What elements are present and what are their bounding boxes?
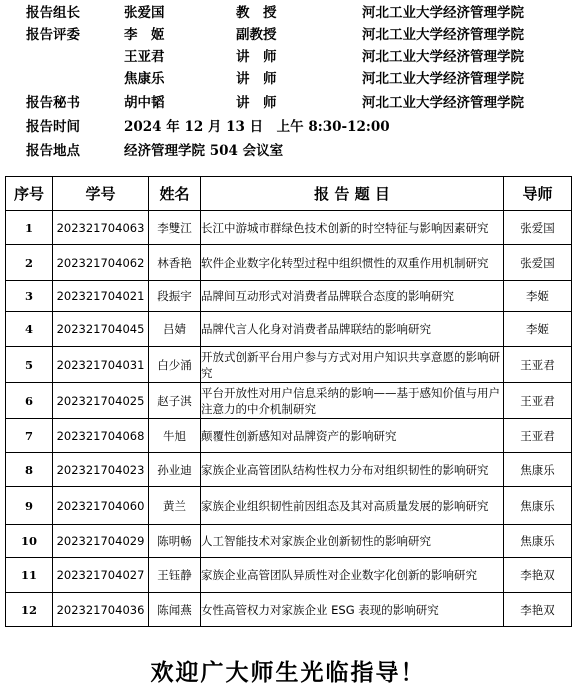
header-name: 姓名	[149, 177, 201, 211]
table-row	[6, 453, 572, 487]
report-topic: 家族企业高管团队结构性权力分布对组织韧性的影响研究	[201, 453, 504, 487]
leader-label: 报告组长	[26, 5, 80, 21]
report-topic: 长江中游城市群绿色技术创新的时空特征与影响因素研究	[201, 211, 504, 245]
student-name: 黄兰	[149, 487, 201, 525]
time-label: 报告时间	[26, 119, 80, 135]
report-schedule-table	[5, 176, 572, 627]
tutor-name: 李艳双	[504, 558, 572, 593]
student-name: 牛旭	[149, 419, 201, 453]
leader-title: 教 授	[236, 5, 277, 21]
student-name: 段振宇	[149, 281, 201, 312]
secretary-name: 胡中韬	[124, 95, 165, 111]
student-name: 孙业迪	[149, 453, 201, 487]
tutor-name: 焦康乐	[504, 453, 572, 487]
place-row	[0, 140, 576, 162]
leader-org: 河北工业大学经济管理学院	[362, 5, 524, 21]
tutor-name: 李姬	[504, 312, 572, 347]
judge-name: 焦康乐	[124, 71, 165, 87]
header-id: 学号	[53, 177, 149, 211]
row-number: 10	[6, 525, 53, 558]
header-tutor: 导师	[504, 177, 572, 211]
tutor-name: 王亚君	[504, 347, 572, 383]
tutor-name: 焦康乐	[504, 525, 572, 558]
row-number: 8	[6, 453, 53, 487]
judge-row	[0, 46, 576, 68]
row-number: 9	[6, 487, 53, 525]
tutor-name: 王亚君	[504, 383, 572, 419]
leader-name: 张爱国	[124, 5, 165, 21]
tutor-name: 李艳双	[504, 593, 572, 627]
judge-row	[0, 68, 576, 90]
student-name: 林香艳	[149, 245, 201, 281]
student-name: 白少涌	[149, 347, 201, 383]
place-label: 报告地点	[26, 143, 80, 159]
report-topic: 女性高管权力对家族企业 ESG 表现的影响研究	[201, 593, 504, 627]
row-number: 5	[6, 347, 53, 383]
header-no: 序号	[6, 177, 53, 211]
table-row	[6, 593, 572, 627]
student-name: 陈闻燕	[149, 593, 201, 627]
report-topic: 平台开放性对用户信息采纳的影响——基于感知价值与用户注意力的中介机制研究	[201, 383, 504, 419]
judge-row	[0, 24, 576, 46]
table-row	[6, 383, 572, 419]
student-id: 202321704062	[53, 245, 149, 281]
tutor-name: 张爱国	[504, 211, 572, 245]
judge-title: 副教授	[236, 27, 277, 43]
leader-row	[0, 2, 576, 24]
secretary-org: 河北工业大学经济管理学院	[362, 95, 524, 111]
report-topic: 开放式创新平台用户参与方式对用户知识共享意愿的影响研究	[201, 347, 504, 383]
student-name: 王钰静	[149, 558, 201, 593]
table-row	[6, 419, 572, 453]
judge-org: 河北工业大学经济管理学院	[362, 71, 524, 87]
secretary-row	[0, 92, 576, 114]
row-number: 3	[6, 281, 53, 312]
row-number: 6	[6, 383, 53, 419]
student-id: 202321704027	[53, 558, 149, 593]
row-number: 11	[6, 558, 53, 593]
report-topic: 家族企业组织韧性前因组态及其对高质量发展的影响研究	[201, 487, 504, 525]
row-number: 12	[6, 593, 53, 627]
student-name: 李雙江	[149, 211, 201, 245]
judge-org: 河北工业大学经济管理学院	[362, 49, 524, 65]
student-id: 202321704025	[53, 383, 149, 419]
row-number: 4	[6, 312, 53, 347]
table-row	[6, 312, 572, 347]
row-number: 7	[6, 419, 53, 453]
report-topic: 家族企业高管团队异质性对企业数字化创新的影响研究	[201, 558, 504, 593]
judge-name: 李 姬	[124, 27, 165, 43]
student-id: 202321704023	[53, 453, 149, 487]
table-row	[6, 487, 572, 525]
student-name: 赵子淇	[149, 383, 201, 419]
table-row	[6, 211, 572, 245]
report-topic: 人工智能技术对家族企业创新韧性的影响研究	[201, 525, 504, 558]
report-topic: 品牌代言人化身对消费者品牌联结的影响研究	[201, 312, 504, 347]
report-topic: 颠覆性创新感知对品牌资产的影响研究	[201, 419, 504, 453]
student-id: 202321704021	[53, 281, 149, 312]
table-row	[6, 281, 572, 312]
report-topic: 软件企业数字化转型过程中组织惯性的双重作用机制研究	[201, 245, 504, 281]
place-value: 经济管理学院 504 会议室	[124, 143, 284, 159]
student-id: 202321704029	[53, 525, 149, 558]
student-id: 202321704045	[53, 312, 149, 347]
tutor-name: 焦康乐	[504, 487, 572, 525]
judge-title: 讲 师	[236, 49, 277, 65]
tutor-name: 张爱国	[504, 245, 572, 281]
tutor-name: 王亚君	[504, 419, 572, 453]
student-id: 202321704036	[53, 593, 149, 627]
student-id: 202321704068	[53, 419, 149, 453]
table-header-row	[6, 177, 572, 211]
judge-title: 讲 师	[236, 71, 277, 87]
student-id: 202321704031	[53, 347, 149, 383]
student-id: 202321704063	[53, 211, 149, 245]
time-value: 2024 年 12 月 13 日 上午 8:30-12:00	[124, 119, 390, 135]
report-topic: 品牌间互动形式对消费者品牌联合态度的影响研究	[201, 281, 504, 312]
student-name: 吕婧	[149, 312, 201, 347]
header-topic: 报 告 题 目	[201, 177, 504, 211]
table-row	[6, 558, 572, 593]
table-row	[6, 525, 572, 558]
welcome-message: 欢迎广大师生光临指导！	[150, 659, 426, 686]
table-row	[6, 245, 572, 281]
secretary-label: 报告秘书	[26, 95, 80, 111]
student-name: 陈明畅	[149, 525, 201, 558]
student-id: 202321704060	[53, 487, 149, 525]
judge-name: 王亚君	[124, 49, 165, 65]
row-number: 1	[6, 211, 53, 245]
time-row	[0, 116, 576, 138]
table-row	[6, 347, 572, 383]
judges-label: 报告评委	[26, 27, 80, 43]
secretary-title: 讲 师	[236, 95, 277, 111]
row-number: 2	[6, 245, 53, 281]
tutor-name: 李姬	[504, 281, 572, 312]
judge-org: 河北工业大学经济管理学院	[362, 27, 524, 43]
